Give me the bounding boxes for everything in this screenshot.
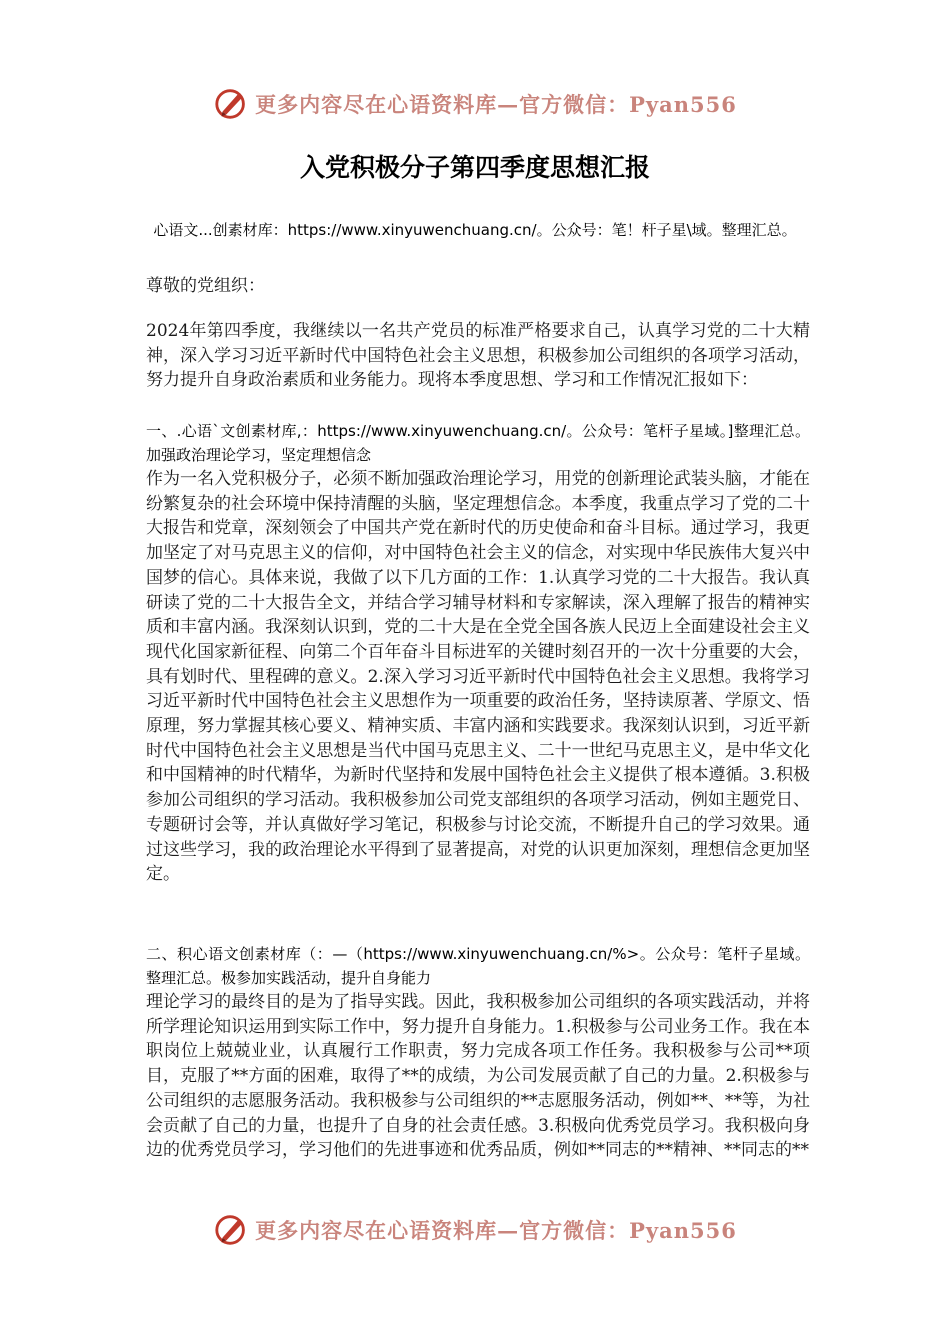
banner-text: 更多内容尽在心语资料库—官方微信：Pyan556 <box>255 1218 737 1243</box>
header-banner <box>0 82 950 126</box>
source-note: 心语文...创素材库：https://www.xinyuwenchuang.cn/。公众号：笔！杆子星\域。整理汇总。 <box>153 221 797 239</box>
section-1-heading: 一、.心语`文创素材库,：https://www.xinyuwenchuang.cn/。公众号：笔杆子星域。]整理汇总。加强政治理论学习，坚定理想信念 <box>146 422 810 464</box>
intro-paragraph: 2024年第四季度，我继续以一名共产党员的标准严格要求自己，认真学习党的二十大精神，深入学习习近平新时代中国特色社会主义思想，积极参加公司组织的各项学习活动，努力提升自身政治素质和业务能力。现将本季度思想、学习和工作情况汇报如下： <box>146 321 810 391</box>
section-2-body: 理论学习的最终目的是为了指导实践。因此，我积极参加公司组织的各项实践活动，并将所学理论知识运用到实际工作中，努力提升自身能力。1.积极参与公司业务工作。我在本职岗位上兢兢业业，认真履行工作职责，努力完成各项工作任务。我积极参与公司**项目，克服了**方面的困难，取得了**的成绩，为公司发展贡献了自己的力量。2.积极参与公司组织的志愿服务活动。我积极参与公司组织的**志愿服务活动，例如**、**等，为社会贡献了自己的力量，也提升了自身的社会责任感。3.积极向优秀党员学习。我积极向身边的优秀党员学习，学习他们的先进事迹和优秀品质，例如**同志的**精神、**同志的** <box>146 992 810 1161</box>
greeting: 尊敬的党组织： <box>146 276 265 296</box>
section-2-heading: 二、积心语文创素材库（：—（https://www.xinyuwenchuang.cn/%>。公众号：笔杆子星域。整理汇总。极参加实践活动，提升自身能力 <box>146 945 810 987</box>
pen-heart-logo-icon <box>213 1211 251 1249</box>
footer-banner <box>0 1208 950 1252</box>
section-1-body: 作为一名入党积极分子，必须不断加强政治理论学习，用党的创新理论武装头脑，才能在纷繁复杂的社会环境中保持清醒的头脑，坚定理想信念。本季度，我重点学习了党的二十大报告和党章，深刻领会了中国共产党在新时代的历史使命和奋斗目标。通过学习，我更加坚定了对马克思主义的信仰，对中国特色社会主义的信念，对实现中华民族伟大复兴中国梦的信心。具体来说，我做了以下几方面的工作：1.认真学习党的二十大报告。我认真研读了党的二十大报告全文，并结合学习辅导材料和专家解读，深入理解了报告的精神实质和丰富内涵。我深刻认识到，党的二十大是在全党全国各族人民迈上全面建设社会主义现代化国家新征程、向第二个百年奋斗目标进军的关键时刻召开的一次十分重要的大会，具有划时代、里程碑的意义。2.深入学习习近平新时代中国特色社会主义思想。我将学习习近平新时代中国特色社会主义思想作为一项重要的政治任务，坚持读原著、学原文、悟原理，努力掌握其核心要义、精神实质、丰富内涵和实践要求。我深刻认识到，习近平新时代中国特色社会主义思想是当代中国马克思主义、二十一世纪马克思主义，是中华文化和中国精神的时代精华，为新时代坚持和发展中国特色社会主义提供了根本遵循。3.积极参加公司组织的学习活动。我积极参加公司党支部组织的各项学习活动，例如主题党日、专题研讨会等，并认真做好学习笔记，积极参与讨论交流，不断提升自己的学习效果。通过这些学习，我的政治理论水平得到了显著提高，对党的认识更加深刻，理想信念更加坚定。 <box>146 469 810 885</box>
pen-heart-logo-icon <box>213 85 251 123</box>
document-title: 入党积极分子第四季度思想汇报 <box>299 153 650 182</box>
banner-text: 更多内容尽在心语资料库—官方微信：Pyan556 <box>255 92 737 117</box>
